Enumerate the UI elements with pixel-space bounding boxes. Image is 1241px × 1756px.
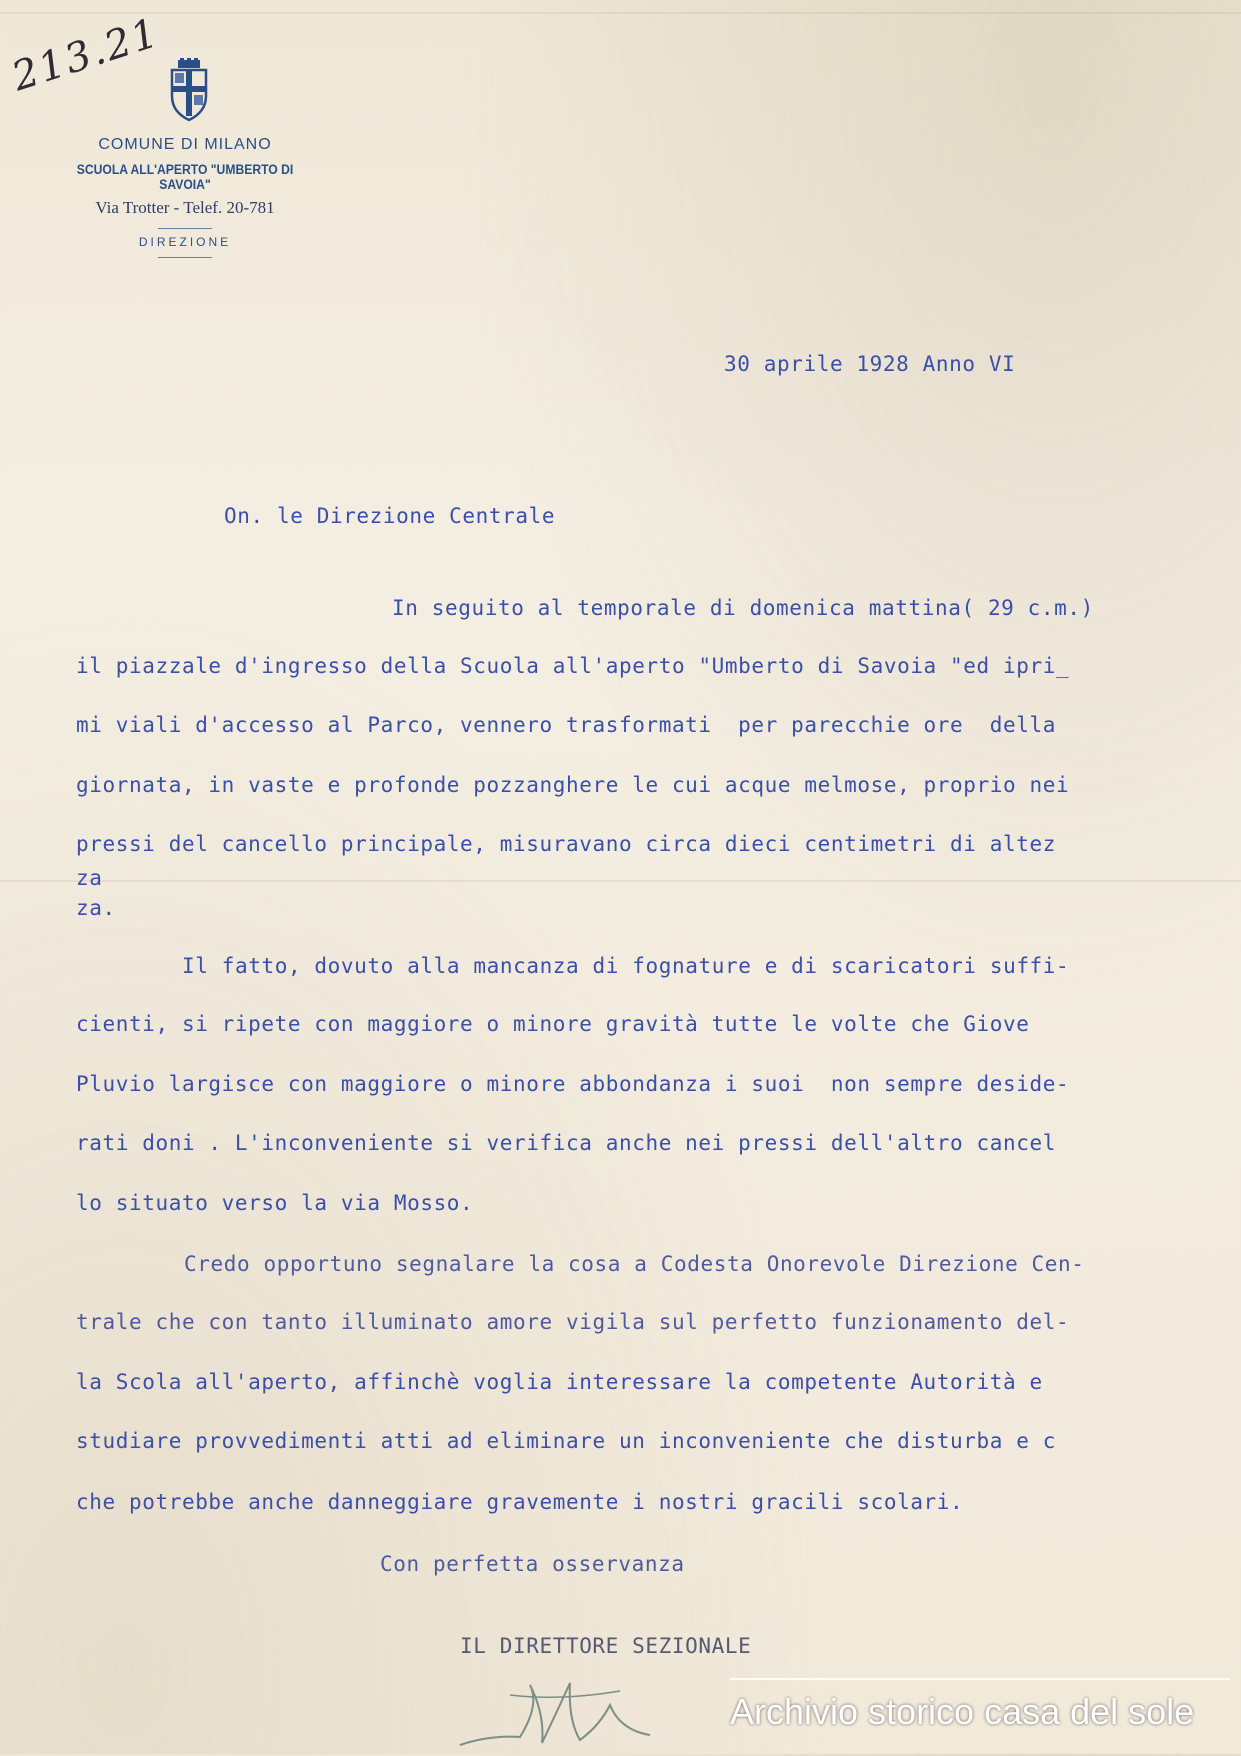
addressee: On. le Direzione Centrale: [224, 504, 556, 528]
letterhead-address: Via Trotter - Telef. 20-781: [95, 198, 275, 217]
letterhead-divider: [158, 257, 212, 258]
body-line: pressi del cancello principale, misuravano circa dieci centimetri di altez: [76, 832, 1056, 856]
body-line: Credo opportuno segnalare la cosa a Codesta Onorevole Direzione Cen-: [184, 1252, 1085, 1276]
body-line: rati doni . L'inconveniente si verifica anche nei pressi dell'altro cancel: [76, 1131, 1056, 1155]
body-line: che potrebbe anche danneggiare gravemente i nostri gracili scolari.: [76, 1490, 964, 1514]
milan-crest-icon: [166, 58, 212, 122]
letterhead-divider: [158, 228, 212, 229]
body-line: za: [76, 866, 103, 890]
body-line: za.: [76, 896, 116, 920]
body-line: trale che con tanto illuminato amore vigila sul perfetto funzionamento del-: [76, 1310, 1070, 1334]
body-line: la Scola all'aperto, affinchè voglia interessare la competente Autorità e: [76, 1370, 1043, 1394]
letterhead: [40, 136, 330, 258]
body-line: Pluvio largisce con maggiore o minore abbondanza i suoi non sempre deside-: [76, 1072, 1070, 1096]
signature-icon: [450, 1665, 690, 1754]
letterhead-comune: COMUNE DI MILANO: [98, 136, 272, 153]
archive-annotation-number: 213.21: [6, 9, 166, 101]
letterhead-school: SCUOLA ALL'APERTO "UMBERTO DI SAVOIA": [76, 162, 294, 192]
signatory-title: IL DIRETTORE SEZIONALE: [460, 1634, 752, 1658]
closing: Con perfetta osservanza: [380, 1552, 685, 1576]
body-line: lo situato verso la via Mosso.: [76, 1191, 474, 1215]
body-line: il piazzale d'ingresso della Scuola all'aperto "Umberto di Savoia "ed ipri_: [76, 654, 1070, 678]
body-line: Il fatto, dovuto alla mancanza di fognature e di scaricatori suffi-: [182, 954, 1070, 978]
letterhead-direzione: DIREZIONE: [138, 235, 232, 249]
body-line: giornata, in vaste e profonde pozzanghere le cui acque melmose, proprio nei: [76, 773, 1070, 797]
body-line: In seguito al temporale di domenica mattina( 29 c.m.): [392, 596, 1094, 620]
letter-date: 30 aprile 1928 Anno VI: [724, 352, 1016, 376]
archive-watermark: Archivio storico casa del sole: [730, 1678, 1230, 1756]
body-line: mi viali d'accesso al Parco, vennero trasformati per parecchie ore della: [76, 713, 1056, 737]
body-line: cienti, si ripete con maggiore o minore gravità tutte le volte che Giove: [76, 1012, 1030, 1036]
body-line: studiare provvedimenti atti ad eliminare un inconveniente che disturba e c: [76, 1429, 1056, 1453]
